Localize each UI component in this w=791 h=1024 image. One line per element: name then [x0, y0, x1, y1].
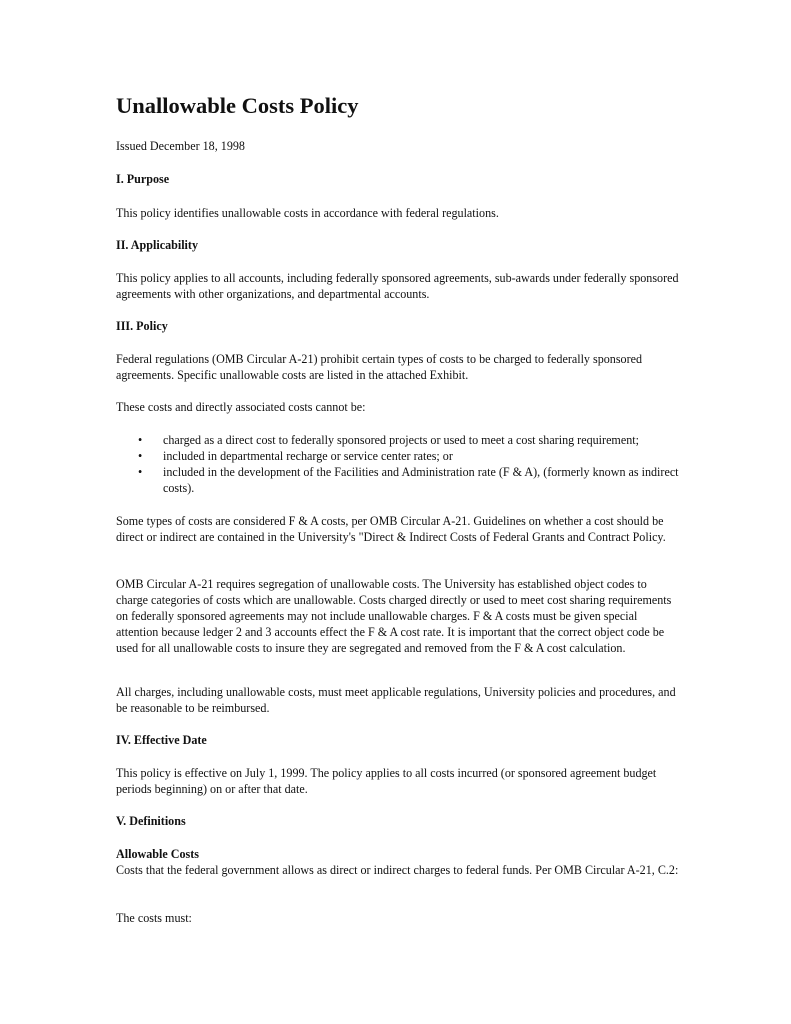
list-item [116, 464, 681, 496]
policy-paragraph-5: All charges, including unallowable costs, must meet applicable regulations, University policies and procedures, and be reasonable to be reimbursed. [116, 685, 676, 715]
document-title: Unallowable Costs Policy [116, 93, 359, 118]
purpose-text: This policy identifies unallowable costs in accordance with federal regulations. [116, 206, 499, 220]
costs-must-text: The costs must: [116, 911, 192, 925]
section-heading-policy: III. Policy [116, 319, 168, 333]
policy-paragraph-1: Federal regulations (OMB Circular A-21) prohibit certain types of costs to be charged to federally sponsored agreements. Specific unallowable costs are listed in the attached Exhibit. [116, 352, 643, 382]
effective-date-text: This policy is effective on July 1, 1999. The policy applies to all costs incurred (or sponsored agreement budget periods beginning) on or after that date. [116, 766, 657, 796]
policy-paragraph-2: These costs and directly associated costs cannot be: [116, 400, 366, 414]
policy-bullet-list [116, 432, 681, 496]
policy-paragraph-4: OMB Circular A-21 requires segregation of unallowable costs. The University has established object codes to charge categories of costs which are unallowable. Costs charged directly or used to meet cost sharing requirements on federally sponsored agreements may not include unallowable charges. F & A costs must be given special attention because ledger 2 and 3 accounts effect the F & A cost rate. It is important that the correct object code be used for all unallowable costs to insure they are segregated and removed from the F & A cost calculation. [116, 577, 672, 655]
section-heading-purpose: I. Purpose [116, 172, 170, 186]
bullet-icon: • [138, 449, 143, 463]
definition-text: Costs that the federal government allows as direct or indirect charges to federal funds. Per OMB Circular A-21, C.2: [116, 863, 679, 877]
bullet-text: included in departmental recharge or service center rates; or [163, 449, 453, 463]
policy-paragraph-3: Some types of costs are considered F & A costs, per OMB Circular A-21. Guidelines on whether a cost should be direct or indirect are contained in the University's "Direct & Indirect Costs of Federal Grants and Contract Policy. [116, 514, 666, 544]
section-heading-applicability: II. Applicability [116, 238, 198, 252]
section-heading-effective-date: IV. Effective Date [116, 733, 207, 747]
definition-allowable-costs [116, 846, 681, 878]
issued-date: Issued December 18, 1998 [116, 139, 245, 153]
list-item [116, 448, 681, 464]
list-item [116, 432, 681, 448]
section-heading-definitions: V. Definitions [116, 814, 186, 828]
applicability-text: This policy applies to all accounts, including federally sponsored agreements, sub-awards under federally sponsored agreements with other organizations, and departmental accounts. [116, 271, 679, 301]
bullet-icon: • [138, 465, 143, 479]
bullet-icon: • [138, 433, 143, 447]
bullet-text: included in the development of the Facilities and Administration rate (F & A), (formerly known as indirect costs). [163, 465, 679, 495]
definition-term: Allowable Costs [116, 847, 199, 861]
bullet-text: charged as a direct cost to federally sponsored projects or used to meet a cost sharing requirement; [163, 433, 639, 447]
